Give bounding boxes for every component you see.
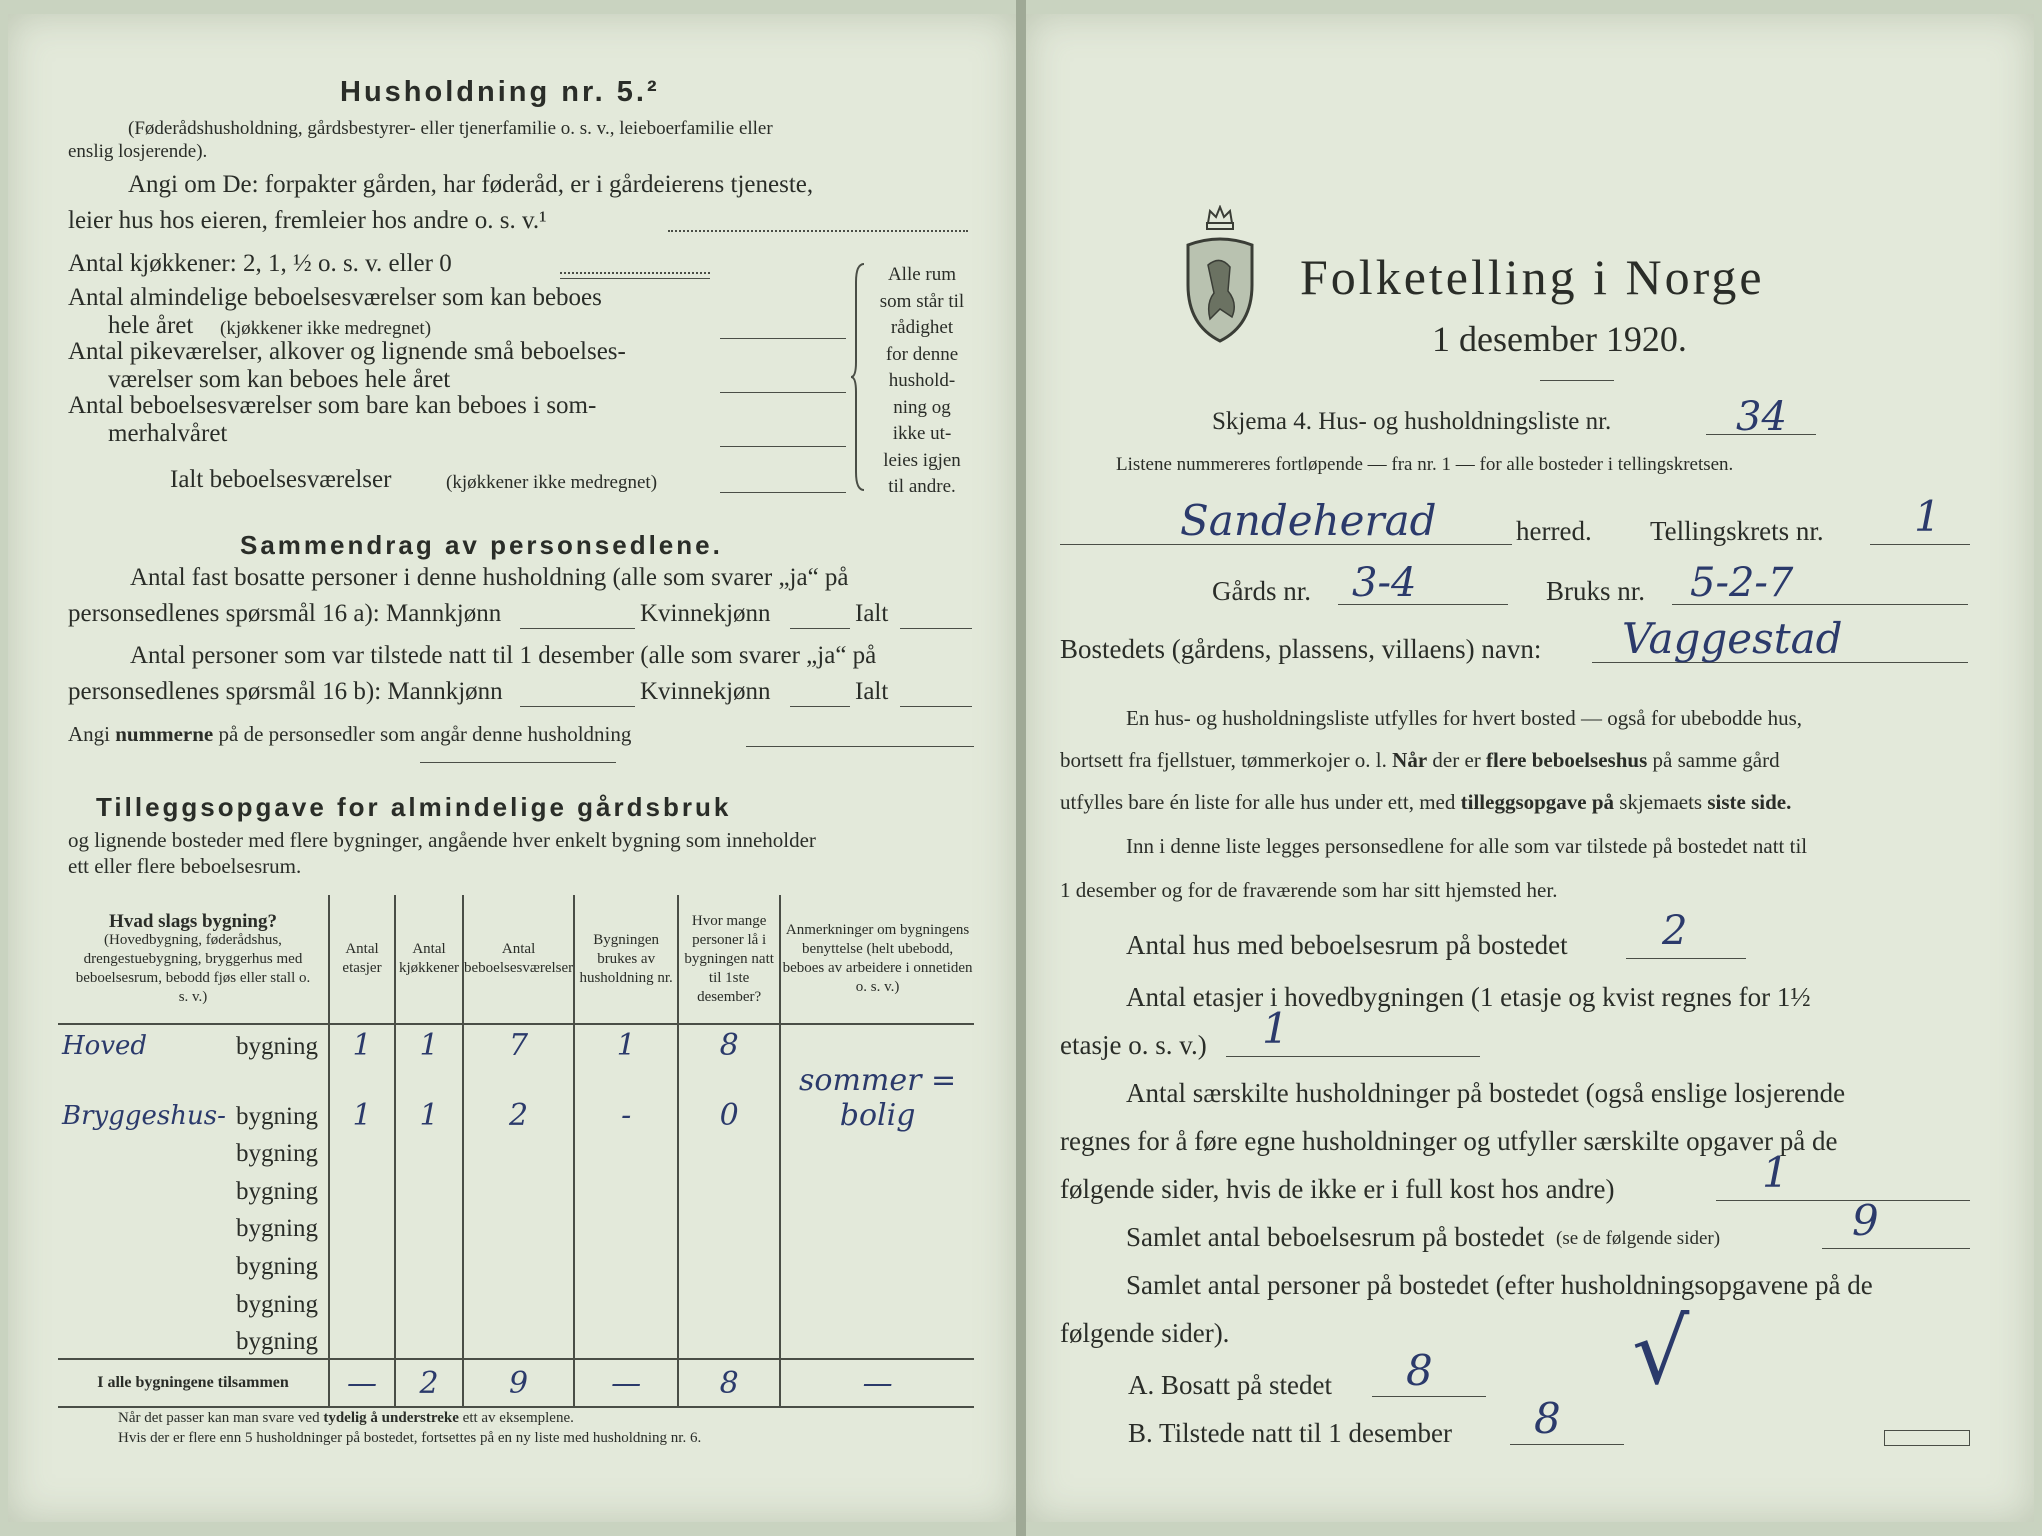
nummerne-line <box>68 722 631 747</box>
cell-anm[interactable] <box>780 1170 974 1208</box>
saer-value: 1 <box>1762 1148 1789 1197</box>
total-row <box>58 1359 974 1407</box>
bygning-label: bygning <box>236 1290 318 1318</box>
saer-answer-line[interactable] <box>1716 1200 1970 1201</box>
divider <box>420 762 616 763</box>
gards-label: Gårds nr. <box>1212 576 1311 606</box>
bygning-label: bygning <box>236 1328 318 1356</box>
building-table <box>58 895 974 1408</box>
angi-line-1: Angi om De: forpakter gården, har føderåd, er i gårdeierens tjeneste, <box>128 171 814 198</box>
cell-etasjer[interactable] <box>329 1170 395 1208</box>
angi-line-2: leier hus hos eieren, fremleier hos andre o. s. v.¹ <box>68 207 547 234</box>
cell-value: 1 <box>419 1027 439 1063</box>
fast-ialt-line[interactable] <box>900 628 972 629</box>
cell-personer[interactable] <box>678 1170 780 1208</box>
bosatt-value: 8 <box>1406 1346 1433 1395</box>
cell-vaerelser[interactable] <box>463 1170 574 1208</box>
cell-etasjer[interactable] <box>329 1133 395 1171</box>
cell-value: sommer = bolig <box>799 1062 957 1133</box>
cell-value: 7 <box>509 1027 529 1063</box>
cell-value: - <box>621 1097 632 1133</box>
pike-line-2: værelser som kan beboes hele året <box>108 366 451 393</box>
cell-hush[interactable] <box>574 1024 678 1063</box>
tillegg-line-1: og lignende bosteder med flere bygninger, angående hver enkelt bygning som inneholder <box>68 828 816 852</box>
building-type-cell[interactable] <box>58 1133 329 1171</box>
pike-line-1: Antal pikeværelser, alkover og lignende små beboelses- <box>68 338 626 365</box>
cell-personer[interactable] <box>678 1321 780 1360</box>
table-row <box>58 1208 974 1246</box>
ialt-note: (kjøkkener ikke medregnet) <box>446 472 658 493</box>
side-note <box>866 262 978 501</box>
building-type-cell[interactable] <box>58 1321 329 1360</box>
krets-line[interactable] <box>1870 544 1970 545</box>
building-type-cell[interactable] <box>58 1245 329 1283</box>
para1-line-2 <box>1060 748 1780 773</box>
tilstede-answer-line[interactable] <box>1510 1444 1624 1445</box>
bygning-label: bygning <box>236 1177 318 1205</box>
etasjer-line-1: Antal etasjer i hovedbygningen (1 etasje og kvist regnes for 1½ <box>1126 982 1811 1012</box>
cell-vaerelser[interactable] <box>463 1024 574 1063</box>
side-note-line: ikke ut- <box>892 423 952 444</box>
cell-kjokkener[interactable] <box>395 1063 463 1133</box>
etasjer-answer-line[interactable] <box>1226 1056 1480 1057</box>
page-fold <box>1016 0 1026 1536</box>
table-row <box>58 1321 974 1360</box>
cell-personer[interactable] <box>678 1283 780 1321</box>
side-note-line: hushold- <box>888 370 956 391</box>
table-row <box>58 1245 974 1283</box>
pers-line-1: Samlet antal personer på bostedet (efter husholdningsopgavene på de <box>1126 1270 1873 1300</box>
bygning-label: bygning <box>236 1215 318 1243</box>
cell-kjokkener[interactable] <box>395 1170 463 1208</box>
side-note-line: til andre. <box>888 476 956 497</box>
skjema-label: Skjema 4. Hus- og husholdningsliste nr. <box>1212 408 1612 435</box>
cell-hush[interactable] <box>574 1283 678 1321</box>
fast-kvinne-line[interactable] <box>790 628 850 629</box>
cell-kjokkener[interactable] <box>395 1245 463 1283</box>
total-vaerelser[interactable]: 9 <box>463 1359 574 1407</box>
header-kjokkener: Antal kjøkkener <box>395 895 463 1024</box>
krets-value: 1 <box>1914 492 1941 541</box>
tillegg-title: Tilleggsopgave for almindelige gårdsbruk <box>96 792 732 822</box>
etasjer-value: 1 <box>1262 1004 1289 1053</box>
cell-kjokkener[interactable] <box>395 1283 463 1321</box>
listene-note: Listene nummereres fortløpende — fra nr. 1 — for alle bosteder i tellingskretsen. <box>1116 454 1734 475</box>
krets-label: Tellingskrets nr. <box>1650 516 1824 546</box>
gards-value: 3-4 <box>1352 560 1417 606</box>
total-personer[interactable]: 8 <box>678 1359 780 1407</box>
cell-kjokkener[interactable] <box>395 1133 463 1171</box>
para1-line-3-bold: tilleggsopgave på <box>1460 790 1615 814</box>
etasjer-line-2: etasje o. s. v.) <box>1060 1030 1207 1060</box>
para1-line-2-bold2: flere beboelseshus <box>1486 748 1648 772</box>
cell-etasjer[interactable] <box>329 1024 395 1063</box>
total-anm[interactable]: — <box>780 1359 974 1407</box>
header-etasjer: Antal etasjer <box>329 895 395 1024</box>
rum-note: (se de følgende sider) <box>1556 1228 1721 1249</box>
hus-value: 2 <box>1662 908 1688 954</box>
header-building-type-title: Hvad slags bygning? <box>109 910 277 932</box>
cell-hush[interactable] <box>574 1170 678 1208</box>
bruks-value: 5-2-7 <box>1690 560 1794 606</box>
bosted-value: Vaggestad <box>1622 614 1843 663</box>
cell-etasjer[interactable] <box>329 1321 395 1360</box>
cell-etasjer[interactable] <box>329 1245 395 1283</box>
cell-anm[interactable] <box>780 1063 974 1133</box>
side-note-line: Alle rum <box>887 264 957 285</box>
saer-line-1: Antal særskilte husholdninger på bostedet (også enslige losjerende <box>1126 1078 1846 1108</box>
saer-line-3: følgende sider, hvis de ikke er i full kost hos andre) <box>1060 1174 1615 1204</box>
ialt-label: Ialt beboelsesværelser <box>170 466 392 493</box>
bygning-label: bygning <box>236 1102 318 1130</box>
alm-line-2-note: (kjøkkener ikke medregnet) <box>220 318 432 339</box>
tillegg-line-2: ett eller flere beboelsesrum. <box>68 854 302 878</box>
side-note-line: rådighet <box>890 317 954 338</box>
herred-label: herred. <box>1516 516 1592 546</box>
total-kjokkener[interactable]: 2 <box>395 1359 463 1407</box>
para1-line-1: En hus- og husholdningsliste utfylles for hvert bosted — også for ubebodde hus, <box>1126 706 1802 730</box>
cell-value: 2 <box>509 1097 529 1133</box>
bygning-label: bygning <box>236 1140 318 1168</box>
kjokkener-label: Antal kjøkkener: 2, 1, ½ o. s. v. eller 0 <box>68 250 452 277</box>
para1-line-3-mid: skjemaets <box>1619 790 1703 814</box>
para2-line-2: 1 desember og for de fraværende som har sitt hjemsted her. <box>1060 878 1558 902</box>
rum-label: Samlet antal beboelsesrum på bostedet <box>1126 1222 1545 1252</box>
building-type-cell[interactable] <box>58 1208 329 1246</box>
cell-vaerelser[interactable] <box>463 1321 574 1360</box>
bosted-label: Bostedets (gårdens, plassens, villaens) navn: <box>1060 634 1542 664</box>
pike-answer-line[interactable] <box>720 392 846 393</box>
bygning-label: bygning <box>236 1252 318 1280</box>
cell-hush[interactable] <box>574 1245 678 1283</box>
cell-kjokkener[interactable] <box>395 1208 463 1246</box>
cell-value: 8 <box>719 1027 739 1063</box>
cell-kjokkener[interactable] <box>395 1024 463 1063</box>
building-type-cell[interactable] <box>58 1024 329 1063</box>
cell-hush[interactable] <box>574 1321 678 1360</box>
tilstede-ialt-line[interactable] <box>900 706 972 707</box>
cell-anm[interactable] <box>780 1024 974 1063</box>
herred-value: Sandeherad <box>1180 496 1437 545</box>
total-hush[interactable]: — <box>574 1359 678 1407</box>
bygning-label: bygning <box>236 1032 318 1060</box>
ialt-answer-line[interactable] <box>720 492 846 493</box>
footnote-1-post: ett av eksemplene. <box>462 1410 574 1426</box>
cell-value: 1 <box>616 1027 636 1063</box>
header-building-type-note: (Hovedbygning, føderådshus, drengestuebygning, bryggerhus med beboelsesrum, bebodd fjøs eller stall o. s. v.) <box>75 931 311 1005</box>
cell-etasjer[interactable] <box>329 1063 395 1133</box>
census-title: Folketelling i Norge <box>1300 249 1765 305</box>
cell-personer[interactable] <box>678 1133 780 1171</box>
para1-line-2-post: på samme gård <box>1652 748 1780 772</box>
cell-personer[interactable] <box>678 1208 780 1246</box>
cell-etasjer[interactable] <box>329 1283 395 1321</box>
building-type-cell[interactable] <box>58 1283 329 1321</box>
cell-value: 1 <box>352 1027 372 1063</box>
tilstede-line-1: Antal personer som var tilstede natt til 1 desember (alle som svarer „ja“ på <box>130 642 877 669</box>
fast-kvinne-label: Kvinnekjønn <box>640 600 771 627</box>
header-vaerelser: Antal beboelsesværelser <box>463 895 574 1024</box>
footnote-2: Hvis der er flere enn 5 husholdninger på bostedet, fortsettes på en ny liste med husholdning nr. 6. <box>118 1430 702 1446</box>
cell-vaerelser[interactable] <box>463 1245 574 1283</box>
cell-etasjer[interactable] <box>329 1208 395 1246</box>
footnote-1-bold: tydelig å understreke <box>323 1410 459 1426</box>
cell-personer[interactable] <box>678 1245 780 1283</box>
cell-vaerelser[interactable] <box>463 1133 574 1171</box>
title-divider <box>1540 380 1614 381</box>
cell-vaerelser[interactable] <box>463 1063 574 1133</box>
kjokkener-answer-line[interactable] <box>560 278 710 279</box>
header-building-type <box>58 895 329 1024</box>
household-subtitle-2: enslig losjerende). <box>68 141 208 162</box>
tilstede-label: B. Tilstede natt til 1 desember <box>1128 1418 1452 1448</box>
household-subtitle-1: (Føderådshusholdning, gårdsbestyrer- eller tjenerfamilie o. s. v., leieboerfamilie eller <box>128 118 773 139</box>
cell-kjokkener[interactable] <box>395 1321 463 1360</box>
cell-personer[interactable] <box>678 1024 780 1063</box>
bosatt-label: A. Bosatt på stedet <box>1128 1370 1332 1400</box>
tilstede-line-2: personsedlenes spørsmål 16 b): Mannkjønn <box>68 678 503 705</box>
alm-line-1: Antal almindelige beboelsesværelser som kan beboes <box>68 284 602 311</box>
table-row <box>58 1170 974 1208</box>
header-anmerkninger: Anmerkninger om bygningens benyttelse (helt ubebodd, beboes av arbeidere i onnetiden o. s. v.) <box>780 895 974 1024</box>
table-row <box>58 1133 974 1171</box>
printer-stamp <box>1884 1430 1970 1446</box>
para1-line-2-bold1: Når <box>1392 748 1428 772</box>
cell-anm[interactable] <box>780 1133 974 1171</box>
check-mark: √ <box>1632 1300 1690 1405</box>
fast-line-1: Antal fast bosatte personer i denne husholdning (alle som svarer „ja“ på <box>130 564 849 591</box>
som-answer-line[interactable] <box>720 446 846 447</box>
cell-anm[interactable] <box>780 1208 974 1246</box>
nummerne-post: på de personsedler som angår denne husholdning <box>218 722 632 746</box>
header-personer: Hvor mange personer lå i bygningen natt til 1ste desember? <box>678 895 780 1024</box>
tilstede-value: 8 <box>1534 1394 1561 1443</box>
fast-mann-line[interactable] <box>520 628 635 629</box>
side-note-line: som står til <box>879 290 965 312</box>
hus-label: Antal hus med beboelsesrum på bostedet <box>1126 930 1568 960</box>
cell-hush[interactable] <box>574 1208 678 1246</box>
total-etasjer[interactable]: — <box>329 1359 395 1407</box>
alm-answer-line[interactable] <box>720 338 846 339</box>
total-label: I alle bygningene tilsammen <box>58 1359 329 1407</box>
som-line-1: Antal beboelsesværelser som bare kan beboes i som- <box>68 392 597 419</box>
nummerne-bold: nummerne <box>115 722 214 746</box>
table-row <box>58 1063 974 1133</box>
pers-line-2: følgende sider). <box>1060 1318 1230 1348</box>
fast-line-2: personsedlenes spørsmål 16 a): Mannkjønn <box>68 600 502 627</box>
header-husholdning: Bygningen brukes av husholdning nr. <box>574 895 678 1024</box>
hus-line[interactable] <box>1626 958 1746 959</box>
bosatt-line[interactable] <box>1372 1396 1486 1397</box>
cell-value: 0 <box>719 1097 739 1133</box>
tilstede-mann-line[interactable] <box>520 706 635 707</box>
building-name: Bryggeshus- <box>62 1100 226 1131</box>
cell-hush[interactable] <box>574 1133 678 1171</box>
cell-anm[interactable] <box>780 1245 974 1283</box>
table-row <box>58 1283 974 1321</box>
nummerne-answer-line[interactable] <box>746 746 974 747</box>
para2-line-1: Inn i denne liste legges personsedlene for alle som var tilstede på bostedet natt til <box>1126 834 1808 858</box>
nummerne-pre: Angi <box>68 722 110 746</box>
cell-anm[interactable] <box>780 1321 974 1360</box>
side-note-line: for denne <box>885 343 959 365</box>
footnote-1 <box>118 1410 574 1427</box>
side-note-line: ning og <box>893 396 951 418</box>
bruks-label: Bruks nr. <box>1546 576 1646 606</box>
rum-answer-line[interactable] <box>1822 1248 1970 1249</box>
skjema-nr-value: 34 <box>1736 394 1787 440</box>
cell-hush[interactable] <box>574 1063 678 1133</box>
norway-coat-of-arms-icon <box>1180 205 1260 345</box>
cell-vaerelser[interactable] <box>463 1283 574 1321</box>
household-title: Husholdning nr. 5.² <box>340 76 660 108</box>
building-name: Hoved <box>62 1030 148 1061</box>
cell-vaerelser[interactable] <box>463 1208 574 1246</box>
para1-line-3-pre: utfylles bare én liste for alle hus under ett, med <box>1060 790 1456 814</box>
tilstede-ialt-label: Ialt <box>855 678 889 705</box>
alm-line-2: hele året <box>108 312 194 339</box>
table-row <box>58 1024 974 1063</box>
sammendrag-title: Sammendrag av personsedlene. <box>240 530 723 560</box>
para1-line-2-pre: bortsett fra fjellstuer, tømmerkojer o. l. <box>1060 748 1387 772</box>
census-date: 1 desember 1920. <box>1432 319 1687 359</box>
para1-line-2-mid: der er <box>1432 748 1481 772</box>
angi-answer-line[interactable] <box>668 230 968 232</box>
rum-value: 9 <box>1852 1196 1879 1245</box>
building-type-cell[interactable] <box>58 1170 329 1208</box>
som-line-2: merhalvåret <box>108 420 228 447</box>
tilstede-kvinne-label: Kvinnekjønn <box>640 678 771 705</box>
footnote-1-pre: Når det passer kan man svare ved <box>118 1410 320 1426</box>
kjokkener-dots <box>560 272 710 274</box>
building-type-cell[interactable] <box>58 1063 329 1133</box>
cell-value: 1 <box>419 1097 439 1133</box>
fast-ialt-label: Ialt <box>855 600 889 627</box>
para1-line-3-bold2: siste side. <box>1707 790 1792 814</box>
side-note-line: leies igjen <box>883 449 961 471</box>
tilstede-kvinne-line[interactable] <box>790 706 850 707</box>
para1-line-3 <box>1060 790 1791 815</box>
cell-anm[interactable] <box>780 1283 974 1321</box>
cell-personer[interactable] <box>678 1063 780 1133</box>
saer-line-2: regnes for å føre egne husholdninger og utfyller særskilte opgaver på de <box>1060 1126 1838 1156</box>
cell-value: 1 <box>352 1097 372 1133</box>
